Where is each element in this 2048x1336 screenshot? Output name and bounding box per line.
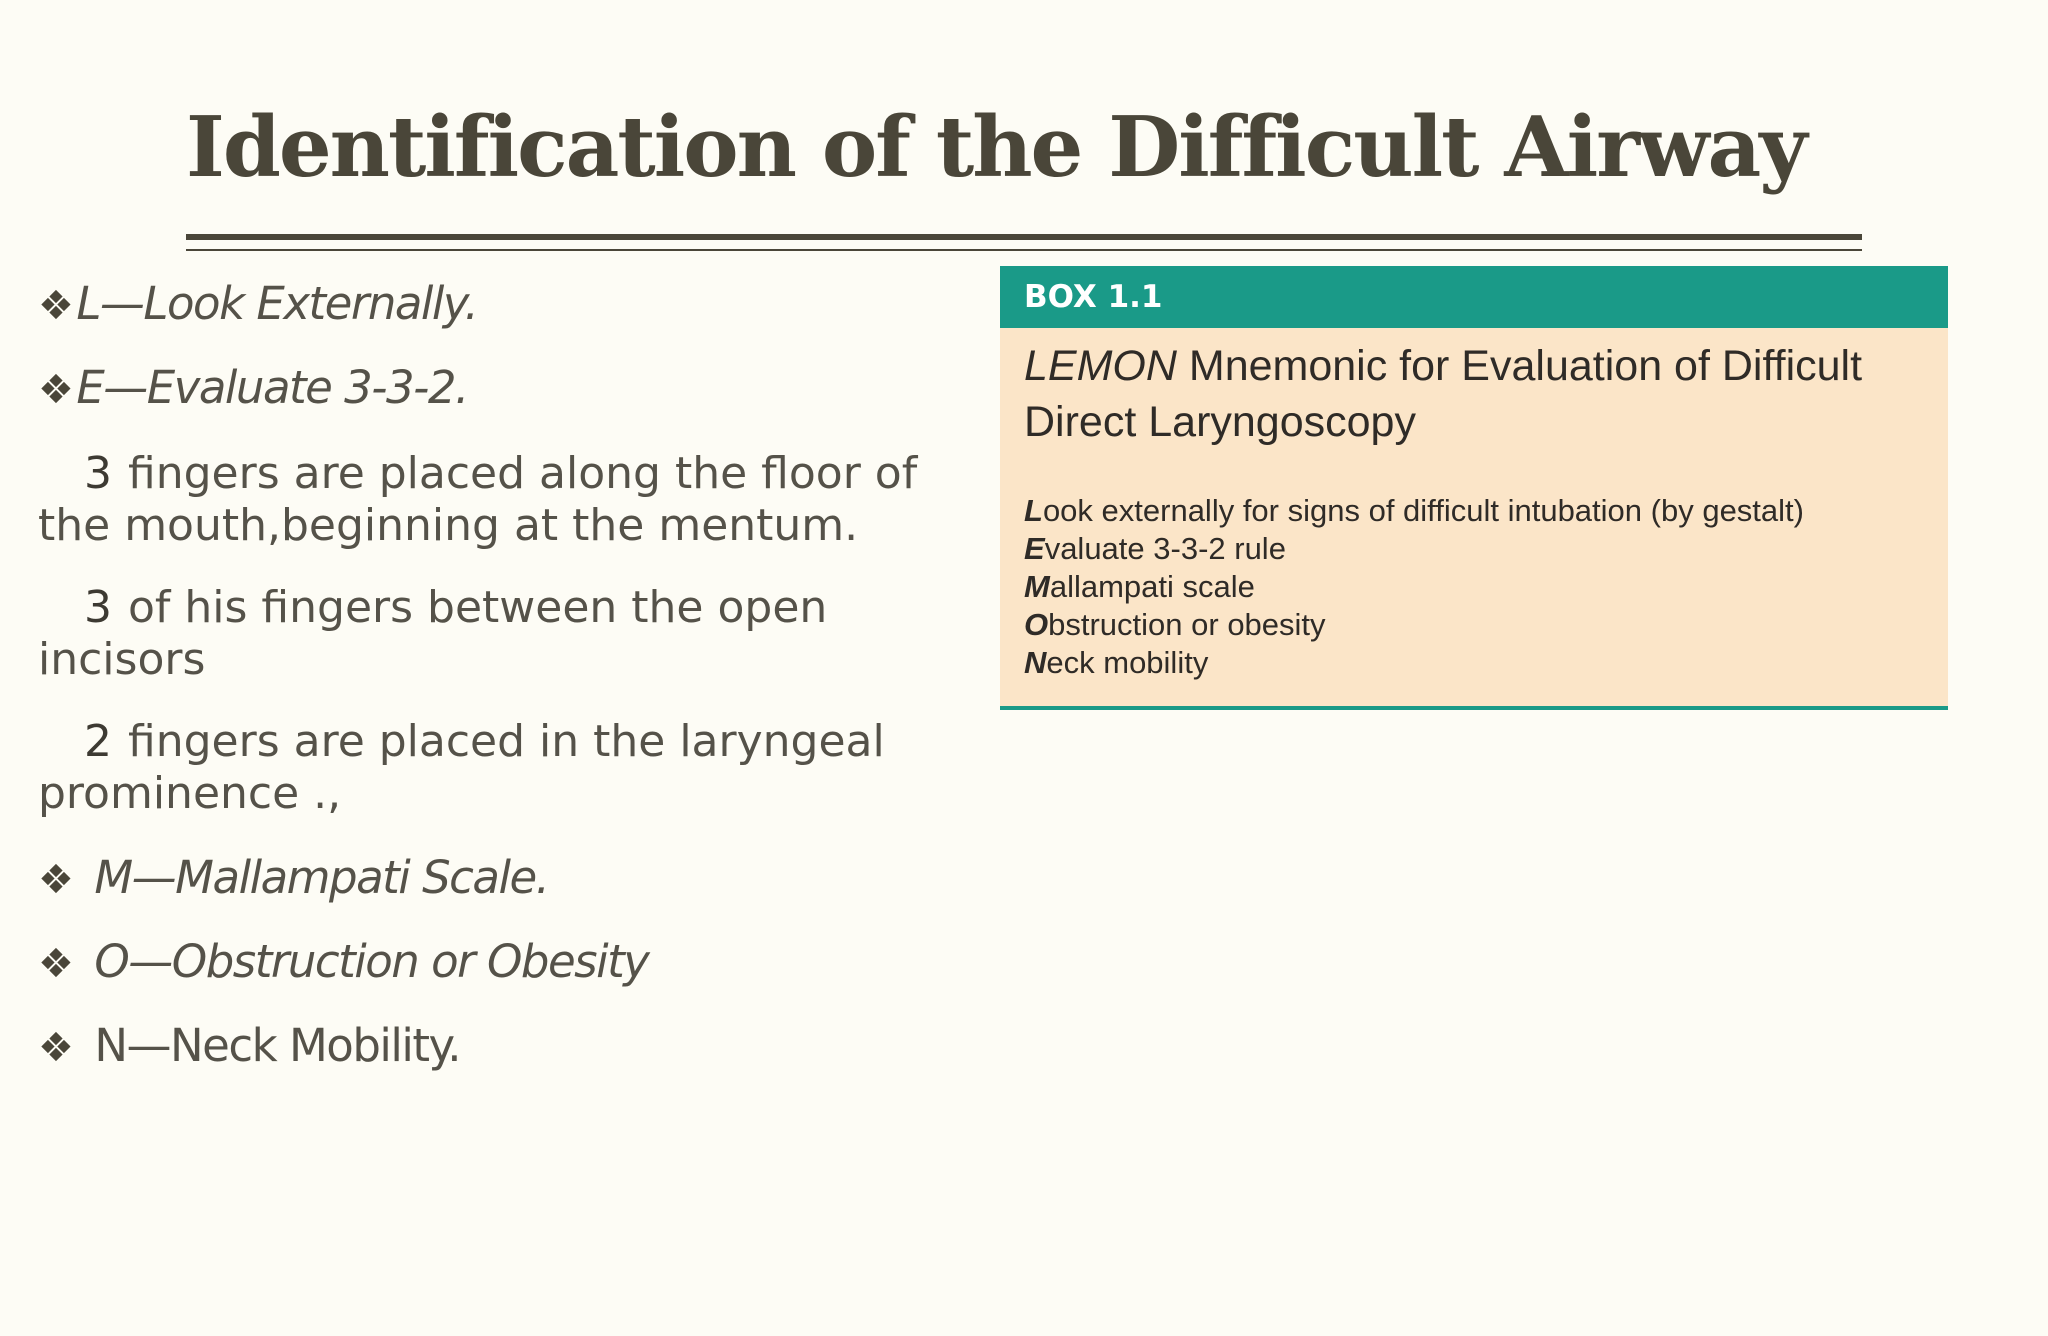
bullet-diamond-icon: ❖ [38,283,73,329]
box-list-item: Obstruction or obesity [1024,607,1326,642]
bullet-diamond-icon: ❖ [38,367,73,413]
finger-count: 3 [84,582,112,633]
bullet-diamond-icon: ❖ [38,1025,73,1071]
bullet-diamond-icon: ❖ [38,857,73,903]
bullet-evaluate [38,360,938,418]
box-list-item: Look externally for signs of difficult intubation (by gestalt) [1024,493,1804,528]
box-label: BOX 1.1 [1000,266,1948,328]
bullet-text: L—Look Externally. [76,277,478,330]
box-list-item: Neck mobility [1024,645,1209,680]
bullet-text: O—Obstruction or Obesity [94,935,649,988]
detail-text: of his fingers between the open incisors [38,582,828,685]
box-list-item: Evaluate 3-3-2 rule [1024,531,1286,566]
bullet-look-externally [38,276,938,334]
box-list [1024,492,1948,682]
box-heading-italic: LEMON [1024,342,1177,390]
evaluate-detail-1 [38,448,938,552]
detail-text: fingers are placed along the floor of the mouth,beginning at the mentum. [38,448,918,551]
slide-title: Identification of the Difficult Airway [186,98,1806,196]
finger-count: 3 [84,448,112,499]
left-column [38,276,938,1076]
bullet-text: E—Evaluate 3-3-2. [76,361,468,414]
lemon-box [1000,266,1948,710]
bullet-obstruction [38,934,938,992]
bullet-mallampati [38,850,938,908]
bullet-text: M—Mallampati Scale. [94,851,549,904]
finger-count: 2 [84,716,112,767]
evaluate-detail-2 [38,582,938,686]
title-rule-thin [186,249,1862,251]
box-heading [1024,338,1924,450]
evaluate-detail-3 [38,716,938,820]
bullet-text: N—Neck Mobility. [94,1019,461,1072]
title-rule-thick [186,234,1862,240]
bullet-neck-mobility [38,1018,938,1076]
bullet-diamond-icon: ❖ [38,941,73,987]
box-heading-rest: Mnemonic for Evaluation of Difficult Direct Laryngoscopy [1024,342,1863,446]
box-list-item: Mallampati scale [1024,569,1255,604]
detail-text: fingers are placed in the laryngeal prominence ., [38,716,885,819]
